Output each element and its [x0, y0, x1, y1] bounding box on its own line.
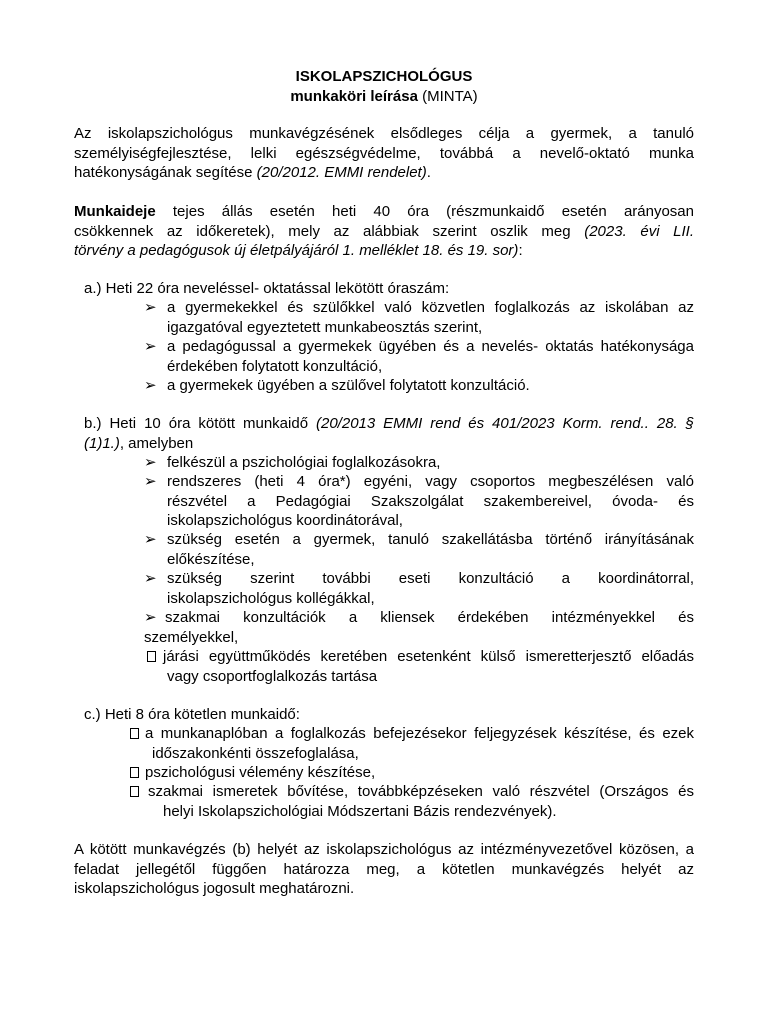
section-b-item: szükség szerint további eseti konzultáció a koordinátorral,	[167, 570, 694, 587]
worktime-bold: Munkaideje	[74, 203, 156, 220]
worktime-reference: (2023. évi LII.	[584, 222, 694, 240]
arrow-bullet-icon: ➢	[144, 570, 157, 587]
worktime-line	[74, 241, 694, 261]
intro-text: .	[426, 164, 431, 182]
section-b-heading	[84, 414, 694, 434]
section-c-item: pszichológusi vélemény készítése,	[145, 764, 376, 781]
intro-line	[74, 163, 694, 183]
section-a-item-cont: érdekében folytatott konzultáció,	[167, 358, 383, 375]
closing-line: feladat jellegétől függően határozza meg, a kötetlen munkavégzés helyét az	[74, 860, 694, 878]
section-b-item-cont: személyekkel,	[144, 629, 239, 646]
section-b-item: felkészül a pszichológiai foglalkozásokra,	[167, 454, 441, 471]
section-c-heading: c.) Heti 8 óra kötetlen munkaidő:	[84, 706, 300, 723]
worktime-text: :	[518, 242, 523, 260]
missing-glyph-icon	[130, 782, 139, 802]
document-title: ISKOLAPSZICHOLÓGUS	[295, 68, 473, 85]
worktime-line	[74, 202, 694, 222]
section-b-reference: (1)1.)	[84, 435, 120, 452]
closing-line: A kötött munkavégzés (b) helyét az iskolapszichológus az intézményvezetővel közösen, a	[74, 841, 694, 858]
section-b-item-cont: vagy csoportfoglalkozás tartása	[167, 668, 378, 685]
section-b-item: járási együttműködés keretében esetenként külső ismeretterjesztő előadás	[163, 648, 694, 665]
section-b-item-cont: részvétel a Pedagógiai Szakszolgálat szakembereivel, óvoda- és	[167, 493, 694, 510]
missing-glyph-icon	[147, 647, 156, 667]
worktime-reference: törvény a pedagógusok új életpályájáról 1. melléklet 18. és 19. sor)	[74, 242, 519, 260]
section-a-item: a gyermekekkel és szülőkkel való közvetlen foglalkozás az iskolában az	[167, 299, 694, 316]
missing-glyph-icon	[130, 724, 139, 744]
section-c-item: szakmai ismeretek bővítése, továbbképzéseken való részvétel (Országos és	[148, 783, 694, 800]
section-b-item-cont: iskolapszichológus koordinátorával,	[167, 512, 403, 529]
section-a-heading: a.) Heti 22 óra neveléssel- oktatással lekötött óraszám:	[84, 280, 450, 297]
closing-line: iskolapszichológus jogosult meghatározni.	[74, 880, 355, 898]
intro-line: személyiségfejlesztése, lelki egészségvédelme, továbbá a nevelő-oktató munka	[74, 144, 694, 162]
intro-text: hatékonyságának segítése	[74, 164, 257, 182]
section-b-item-cont: előkészítése,	[167, 551, 255, 568]
section-b-item-cont: iskolapszichológus kollégákkal,	[167, 590, 375, 607]
arrow-bullet-icon: ➢	[144, 377, 157, 394]
worktime-paragraph	[74, 202, 694, 261]
arrow-bullet-icon: ➢	[144, 609, 157, 626]
arrow-bullet-icon: ➢	[144, 299, 157, 316]
intro-reference: (20/2012. EMMI rendelet)	[256, 164, 427, 182]
section-b-heading-cont	[84, 434, 193, 454]
arrow-bullet-icon: ➢	[144, 531, 157, 548]
section-c-item-cont: helyi Iskolapszichológiai Módszertani Bázis rendezvények).	[163, 803, 557, 820]
arrow-bullet-icon: ➢	[144, 338, 157, 355]
section-c-item-cont: időszakonkénti összefoglalása,	[152, 745, 359, 762]
section-c-item: a munkanaplóban a foglalkozás befejezésekor feljegyzések készítése, és ezek	[145, 725, 694, 742]
subtitle-rest: (MINTA)	[417, 88, 478, 105]
worktime-text: csökkennek az időkeretek), mely az alábbiak szerint oszlik meg	[74, 222, 585, 240]
arrow-bullet-icon: ➢	[144, 473, 157, 490]
worktime-text: tejes állás esetén heti 40 óra (részmunkaidő esetén arányosan	[155, 203, 694, 220]
section-b-item: rendszeres (heti 4 óra*) egyéni, vagy csoportos megbeszélésen való	[167, 473, 694, 490]
section-a-item: a gyermekek ügyében a szülővel folytatott konzultáció.	[167, 377, 530, 394]
missing-glyph-icon	[130, 763, 139, 783]
arrow-bullet-icon: ➢	[144, 454, 157, 471]
section-a-item: a pedagógussal a gyermekek ügyében és a nevelés- oktatás hatékonysága	[167, 338, 694, 355]
intro-line: Az iskolapszichológus munkavégzésének elsődleges célja a gyermek, a tanuló	[74, 125, 694, 142]
section-b-heading-text: b.) Heti 10 óra kötött munkaidő	[84, 415, 316, 432]
section-b-item: szakmai konzultációk a kliensek érdekében intézményekkel és	[165, 609, 694, 626]
section-b-reference: (20/2013 EMMI rend és 401/2023 Korm. rend.. 28. §	[316, 415, 694, 432]
section-a-item-cont: igazgatóval egyeztetett munkabeosztás szerint,	[167, 319, 483, 336]
document-subtitle	[0, 87, 768, 107]
intro-paragraph	[74, 124, 694, 183]
worktime-line	[74, 222, 694, 242]
section-b-item: szükség esetén a gyermek, tanuló szakellátásba történő irányításának	[167, 531, 694, 548]
section-b-heading-text: , amelyben	[119, 435, 194, 452]
closing-paragraph	[74, 840, 694, 899]
subtitle-bold: munkaköri leírása	[290, 88, 418, 105]
